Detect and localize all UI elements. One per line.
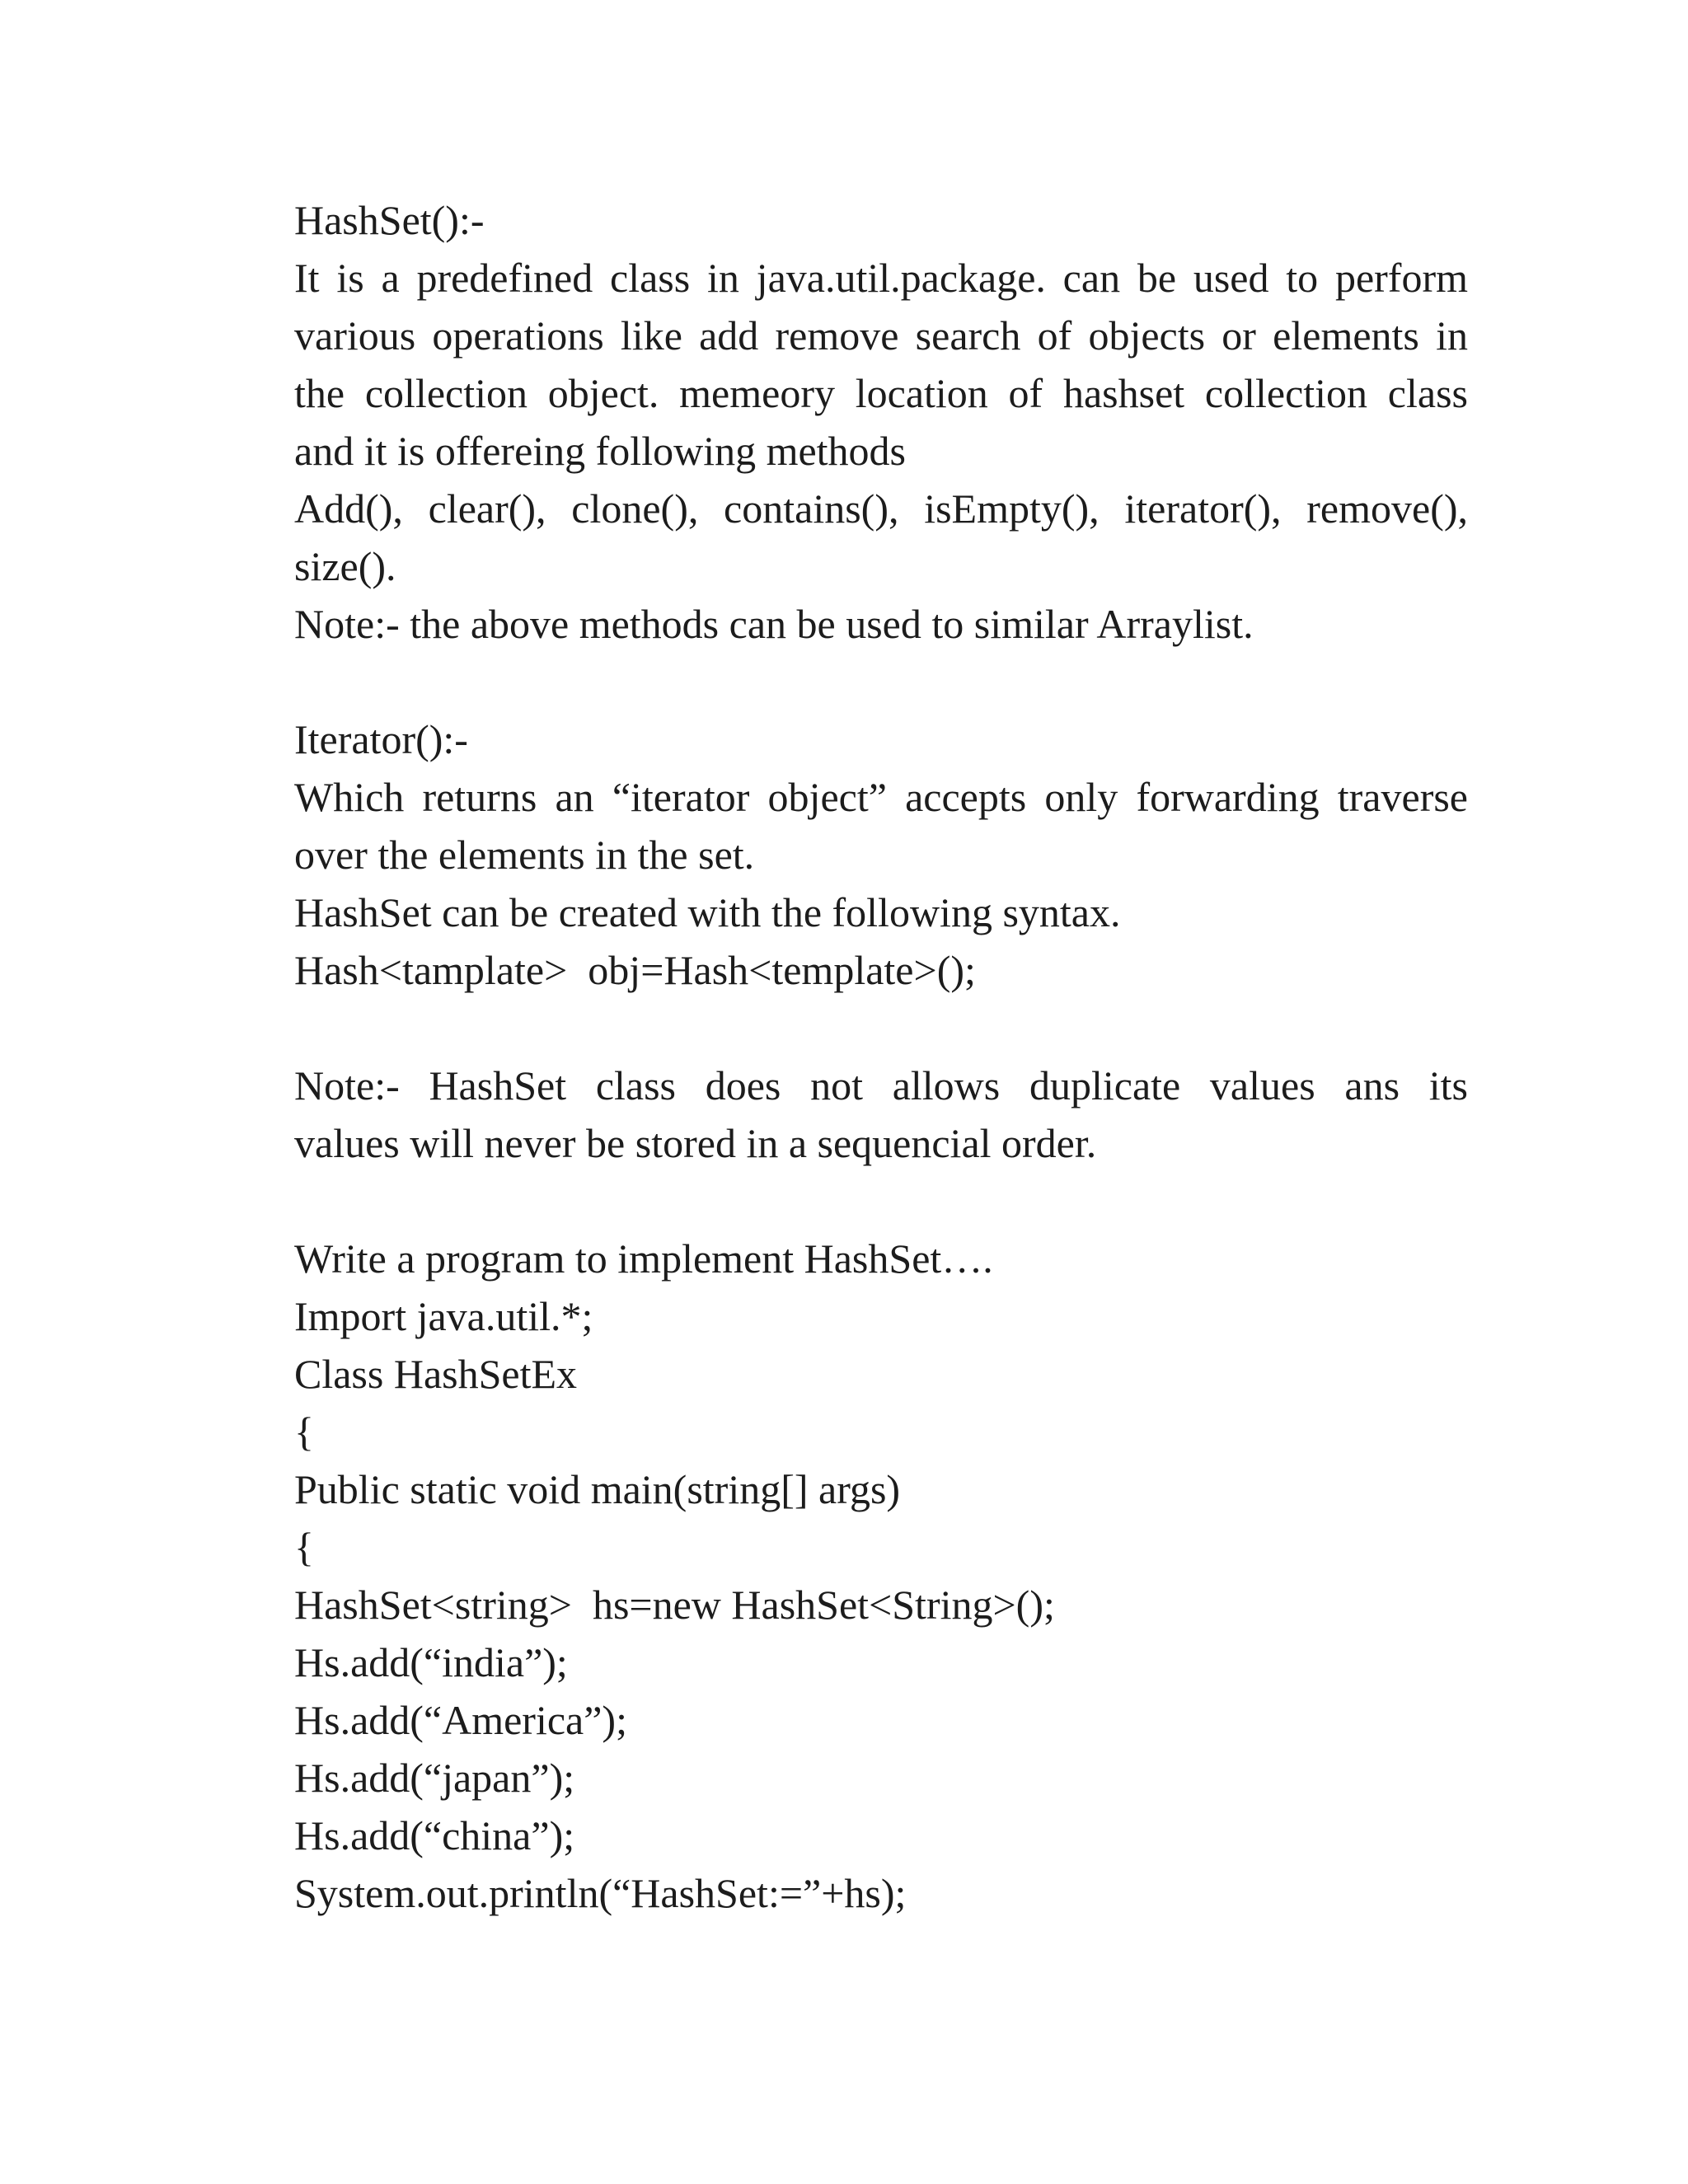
paragraph-gap (294, 653, 1468, 710)
iterator-desc-line: Which returns an “iterator object” accepts only forwarding traverse (294, 774, 1468, 820)
hashset-note: Note:- the above methods can be used to similar Arraylist. (294, 601, 1254, 647)
duplicate-note-line: Note:- HashSet class does not allows duplicate values ans its (294, 1062, 1468, 1108)
paragraph-gap (294, 1172, 1468, 1230)
code-line: { (294, 1524, 314, 1570)
syntax-line: Hash<tamplate> obj=Hash<template>(); (294, 947, 976, 993)
code-line: System.out.println(“HashSet:=”+hs); (294, 1870, 907, 1916)
code-line: HashSet<string> hs=new HashSet<String>(); (294, 1582, 1055, 1628)
hashset-methods-tail: size(). (294, 543, 396, 589)
iterator-heading: Iterator():- (294, 716, 468, 762)
hashset-desc-line: the collection object. memeory location of hashset collection class (294, 370, 1468, 416)
code-line: Hs.add(“japan”); (294, 1755, 575, 1801)
hashset-desc-line: various operations like add remove search of objects or elements in (294, 312, 1468, 359)
hashset-methods-line: Add(), clear(), clone(), contains(), isEmpty(), iterator(), remove(), (294, 485, 1468, 532)
code-line: Public static void main(string[] args) (294, 1466, 901, 1512)
code-line: Class HashSetEx (294, 1351, 578, 1397)
hashset-desc-line: and it is offereing following methods (294, 428, 907, 474)
duplicate-note-tail: values will never be stored in a sequencial order. (294, 1120, 1097, 1166)
code-line: Hs.add(“America”); (294, 1697, 627, 1743)
paragraph-gap (294, 999, 1468, 1057)
syntax-intro: HashSet can be created with the following syntax. (294, 889, 1121, 935)
iterator-desc-tail: over the elements in the set. (294, 832, 755, 878)
document-body (294, 191, 1468, 1922)
code-line: { (294, 1408, 314, 1455)
program-title: Write a program to implement HashSet…. (294, 1235, 993, 1282)
hashset-desc-line: It is a predefined class in java.util.package. can be used to perform (294, 255, 1468, 301)
code-line: Hs.add(“india”); (294, 1639, 568, 1685)
code-line: Import java.util.*; (294, 1293, 593, 1339)
hashset-heading: HashSet():- (294, 197, 485, 243)
code-line: Hs.add(“china”); (294, 1812, 575, 1858)
